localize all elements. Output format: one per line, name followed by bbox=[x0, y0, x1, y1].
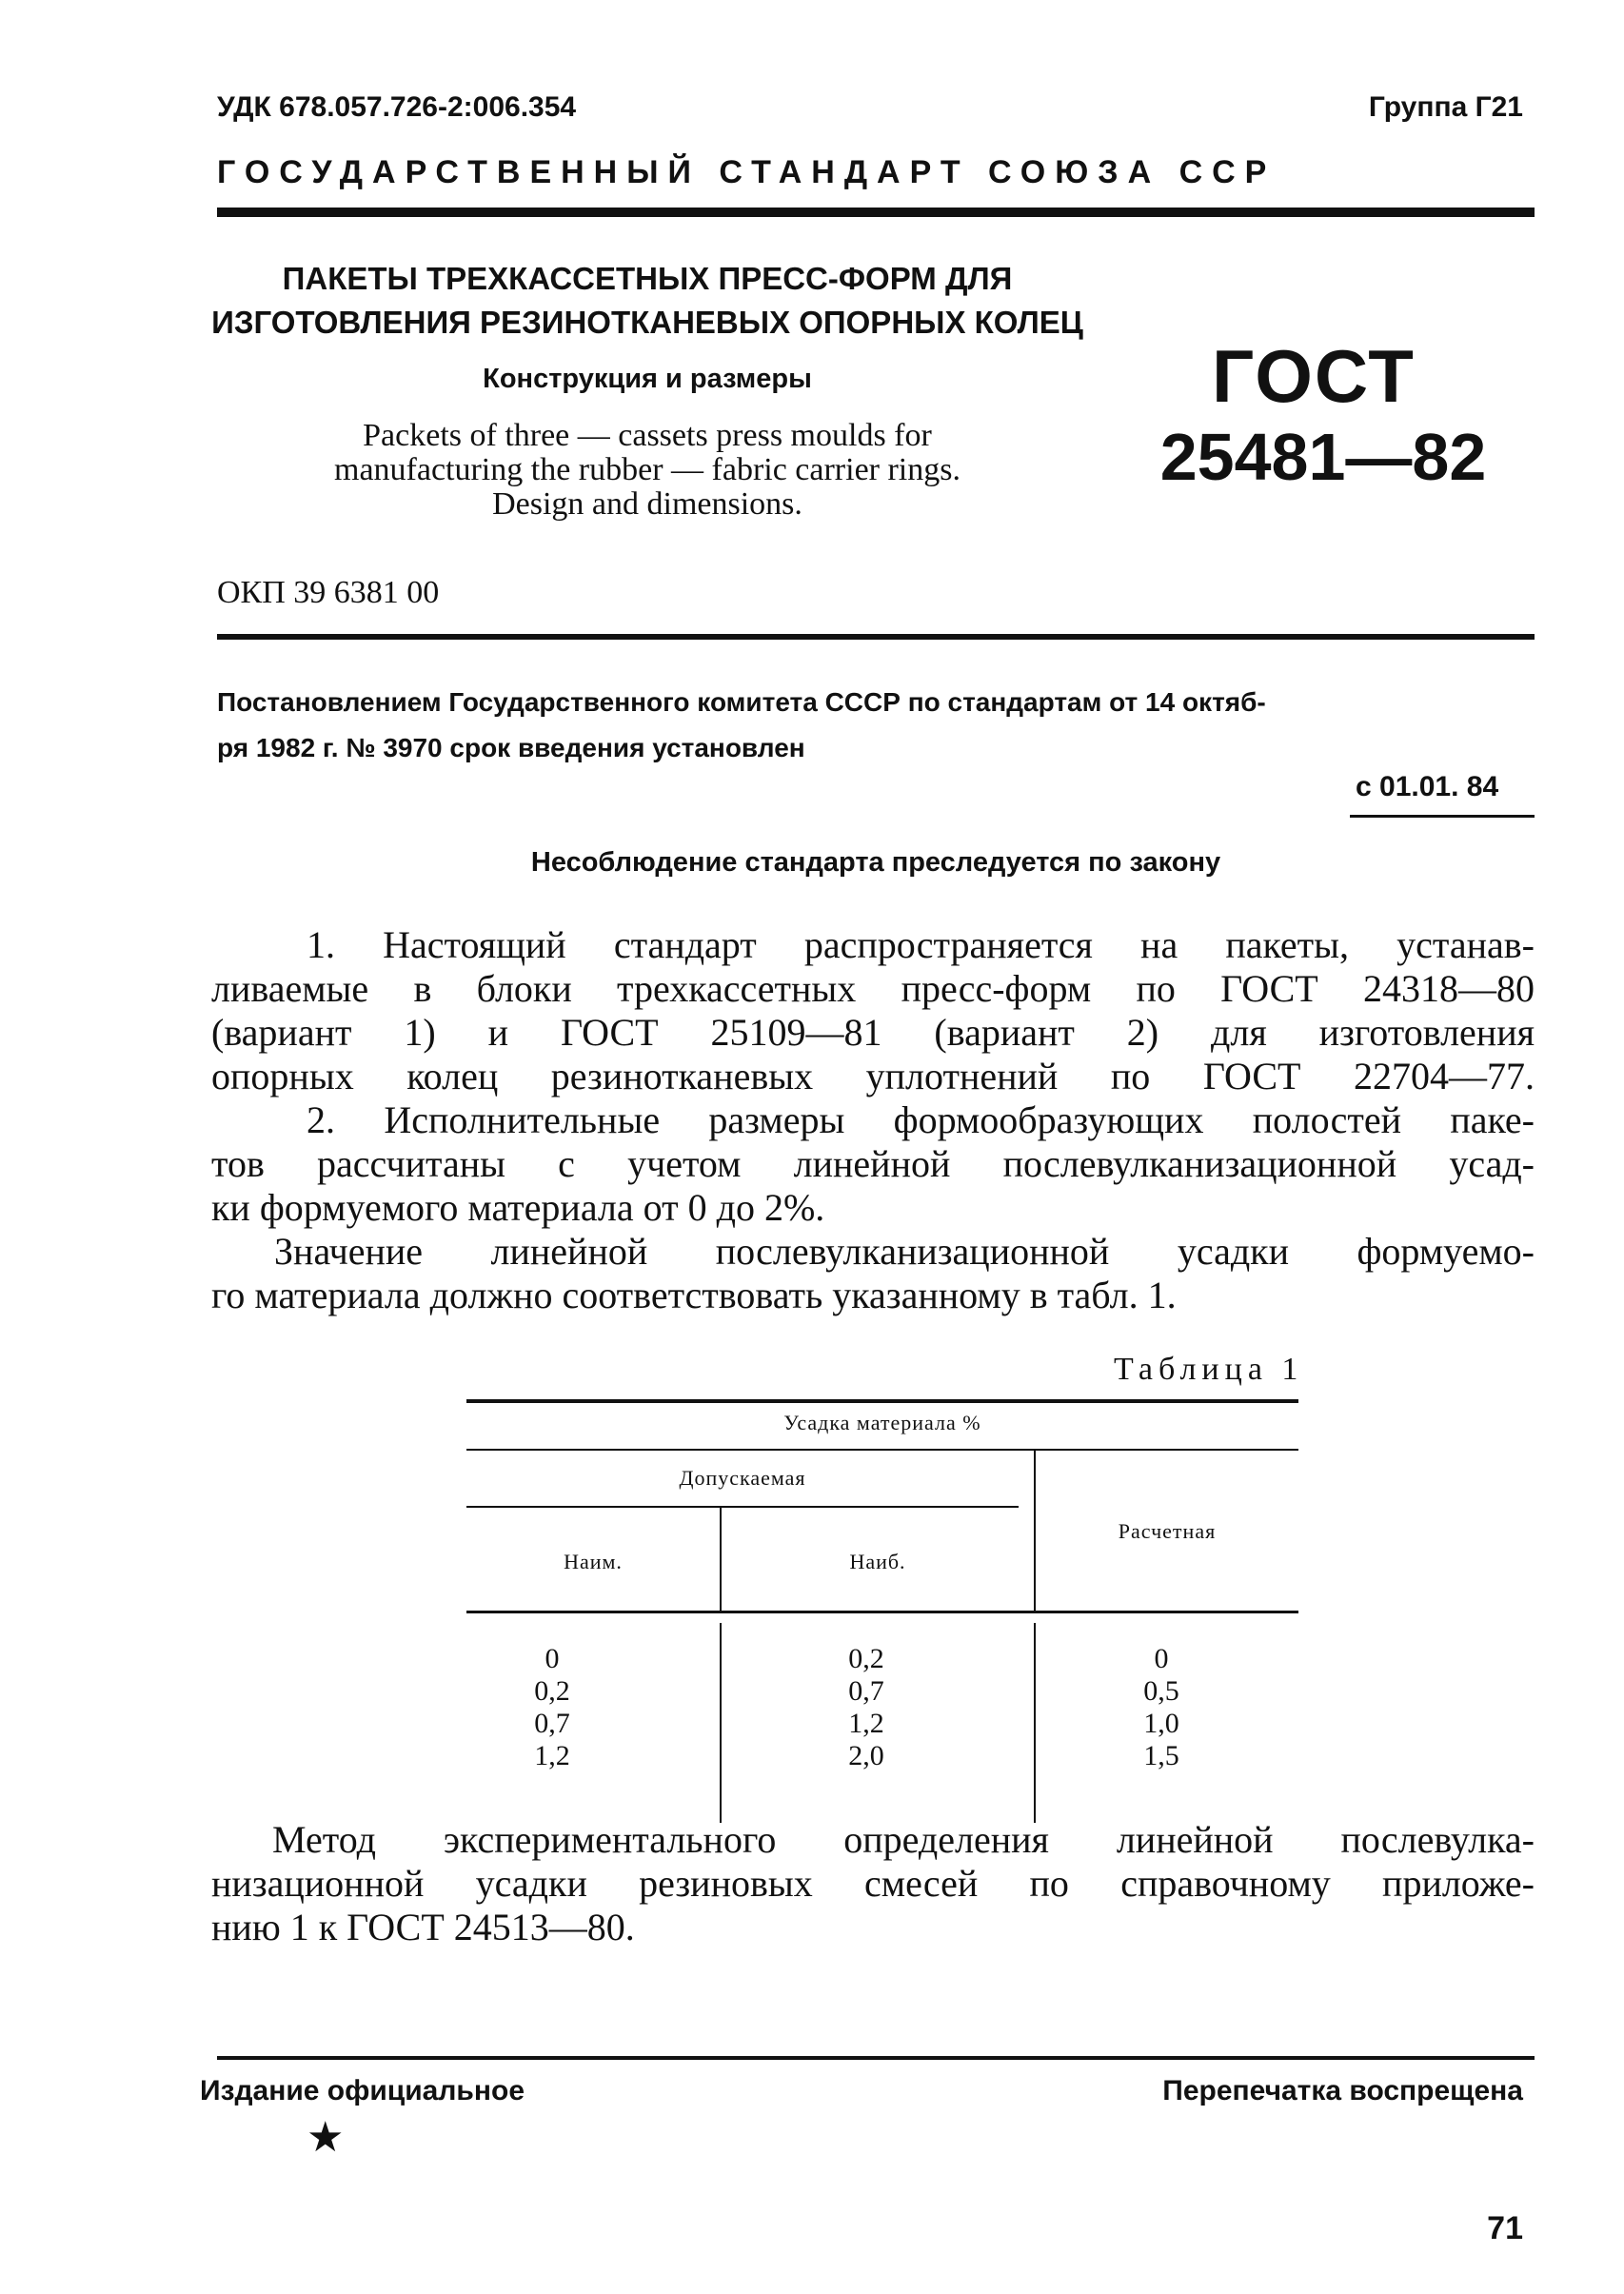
table-cell: 0,7 bbox=[848, 1675, 884, 1707]
paragraph-line: ливаемые в блоки трехкассетных пресс-форм по ГОСТ 24318—80 bbox=[211, 967, 1535, 1010]
table-cell: 2,0 bbox=[848, 1740, 884, 1771]
table-header-min: Наим. bbox=[564, 1550, 623, 1573]
table-header-max: Наиб. bbox=[849, 1550, 906, 1573]
table-rule bbox=[1034, 1623, 1036, 1823]
table-cell: 0,7 bbox=[534, 1708, 570, 1739]
table-cell: 1,2 bbox=[848, 1708, 884, 1739]
table-cell: 0 bbox=[545, 1643, 560, 1674]
paragraph-3 bbox=[211, 1230, 1535, 1317]
paragraph-line: нию 1 к ГОСТ 24513—80. bbox=[211, 1906, 635, 1948]
paragraph-line: 1. Настоящий стандарт распространяется на пакеты, устанав- bbox=[307, 923, 1535, 966]
state-standard-heading: ГОСУДАРСТВЕННЫЙ СТАНДАРТ СОЮЗА ССР bbox=[217, 154, 1277, 190]
gost-number: 25481—82 bbox=[1159, 420, 1487, 494]
table-rule bbox=[466, 1399, 1298, 1403]
paragraph-line: опорных колец резинотканевых уплотнений по ГОСТ 22704—77. bbox=[211, 1055, 1535, 1098]
title-en-line-3: Design and dimensions. bbox=[492, 486, 802, 522]
law-notice: Несоблюдение стандарта преследуется по закону bbox=[530, 847, 1221, 878]
table-cell: 1,2 bbox=[534, 1740, 570, 1771]
title-english bbox=[200, 419, 1095, 522]
title-ru-line-2: ИЗГОТОВЛЕНИЯ РЕЗИНОТКАНЕВЫХ ОПОРНЫХ КОЛЕЦ bbox=[211, 305, 1083, 340]
title-en-line-2: manufacturing the rubber — fabric carrier rings. bbox=[334, 452, 961, 487]
subtitle-russian: Конструкция и размеры bbox=[483, 364, 812, 394]
paragraph-line: го материала должно соответствовать указанному в табл. 1. bbox=[211, 1274, 1177, 1316]
okp-code: ОКП 39 6381 00 bbox=[217, 575, 440, 610]
paragraph-2 bbox=[211, 1098, 1535, 1230]
title-en-line-1: Packets of three — cassets press moulds for bbox=[363, 418, 932, 453]
title-russian bbox=[200, 257, 1095, 345]
table-header-main: Усадка материала % bbox=[783, 1411, 981, 1434]
page-number: 71 bbox=[1487, 2210, 1523, 2246]
table-cell: 1,5 bbox=[1143, 1740, 1179, 1771]
paragraph-line: 2. Исполнительные размеры формообразующих полостей паке- bbox=[307, 1098, 1535, 1141]
decree-line-1: Постановлением Государственного комитета СССР по стандартам от 14 октяб- bbox=[217, 687, 1266, 717]
table-cell: 0,5 bbox=[1143, 1675, 1179, 1707]
paragraph-line: (вариант 1) и ГОСТ 25109—81 (вариант 2) для изготовления bbox=[211, 1011, 1535, 1054]
header-rule bbox=[217, 208, 1535, 217]
table-column-max bbox=[781, 1643, 952, 1772]
table-rule bbox=[466, 1506, 1019, 1508]
section-rule bbox=[217, 634, 1535, 640]
gost-label: ГОСТ bbox=[1212, 334, 1416, 418]
table-rule bbox=[720, 1623, 722, 1823]
reprint-notice: Перепечатка воспрещена bbox=[1162, 2075, 1523, 2106]
star-icon: ★ bbox=[307, 2114, 345, 2161]
paragraph-1 bbox=[211, 923, 1535, 1098]
table-rule bbox=[466, 1449, 1298, 1451]
paragraph-4 bbox=[211, 1818, 1535, 1949]
table-cell: 1,0 bbox=[1143, 1708, 1179, 1739]
table-header-calc: Расчетная bbox=[1118, 1519, 1217, 1543]
table-caption: Таблица 1 bbox=[1114, 1352, 1304, 1387]
decree-line-2: ря 1982 г. № 3970 срок введения установлен bbox=[217, 733, 805, 762]
table-rule bbox=[466, 1611, 1298, 1613]
paragraph-line: Метод экспериментального определения линейной послевулка- bbox=[272, 1818, 1535, 1861]
udc-code: УДК 678.057.726-2:006.354 bbox=[217, 91, 577, 123]
paragraph-line: ки формуемого материала от 0 до 2%. bbox=[211, 1186, 825, 1229]
paragraph-line: тов рассчитаны с учетом линейной послевулканизационной усад- bbox=[211, 1142, 1535, 1185]
effective-date-underline bbox=[1350, 815, 1535, 818]
official-edition: Издание официальное bbox=[200, 2075, 525, 2106]
paragraph-line: Значение линейной послевулканизационной усадки формуемо- bbox=[274, 1230, 1535, 1273]
table-header-allowed: Допускаемая bbox=[679, 1466, 806, 1490]
effective-date: с 01.01. 84 bbox=[1356, 771, 1499, 802]
table-cell: 0 bbox=[1154, 1643, 1169, 1674]
table-cell: 0,2 bbox=[534, 1675, 570, 1707]
table-column-calc bbox=[1076, 1643, 1247, 1772]
footer-rule bbox=[217, 2056, 1535, 2060]
paragraph-line: низационной усадки резиновых смесей по справочному приложе- bbox=[211, 1862, 1535, 1905]
table-cell: 0,2 bbox=[848, 1643, 884, 1674]
group-code: Группа Г21 bbox=[1368, 91, 1523, 123]
table-column-min bbox=[466, 1643, 638, 1772]
title-ru-line-1: ПАКЕТЫ ТРЕХКАССЕТНЫХ ПРЕСС-ФОРМ ДЛЯ bbox=[282, 261, 1013, 296]
decree-text bbox=[217, 680, 1535, 771]
